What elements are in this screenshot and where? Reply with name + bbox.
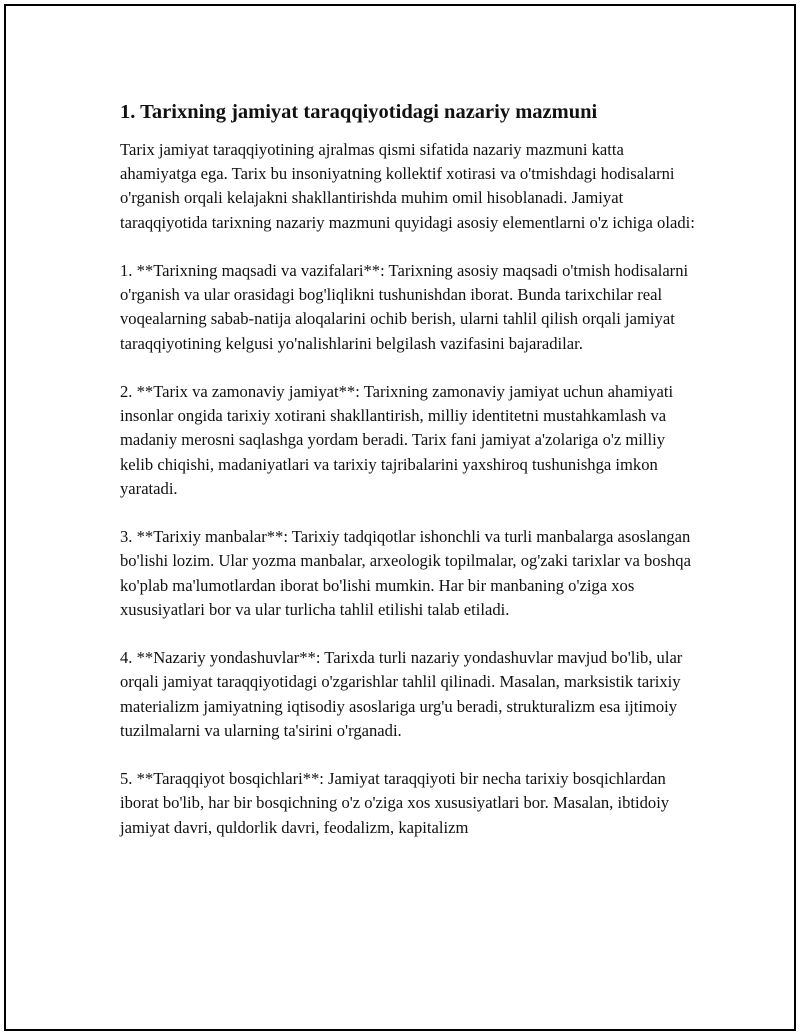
paragraph-intro: Tarix jamiyat taraqqiyotining ajralmas qismi sifatida nazariy mazmuni katta ahamiyatga ega. Tarix bu insoniyatning kollektif xotirasi va o'tmishdagi hodisalarni o'rganish orqali kelajakni shakllantirishda muhim omil hisoblanadi. Jamiyat taraqqiyotida tarixning nazariy mazmuni quyidagi asosiy elementlarni o'z ichiga oladi: bbox=[120, 140, 695, 232]
paragraph-item-4: 4. **Nazariy yondashuvlar**: Tarixda turli nazariy yondashuvlar mavjud bo'lib, ular orqali jamiyat taraqqiyotidagi o'zgarishlar tahlil qilinadi. Masalan, marksistik tarixiy materializm jamiyatning iqtisodiy asoslariga urg'u beradi, strukturalizm esa ijtimoiy tuzilmalarni va ularning ta'sirini o'rganadi. bbox=[120, 648, 683, 740]
document-page bbox=[4, 4, 796, 1031]
paragraph-item-5: 5. **Taraqqiyot bosqichlari**: Jamiyat taraqqiyoti bir necha tarixiy bosqichlardan iborat bo'lib, har bir bosqichning o'z o'ziga xos xususiyatlari bor. Masalan, ibtidoiy jamiyat davri, quldorlik davri, feodalizm, kapitalizm bbox=[120, 769, 670, 837]
paragraph-item-3: 3. **Tarixiy manbalar**: Tarixiy tadqiqotlar ishonchli va turli manbalarga asoslangan bo'lishi lozim. Ular yozma manbalar, arxeologik topilmalar, og'zaki tarixlar va boshqa ko'plab ma'lumotlardan iborat bo'lishi mumkin. Har bir manbaning o'ziga xos xususiyatlari bor va ular turlicha tahlil etilishi talab etiladi. bbox=[120, 527, 691, 619]
paragraph-item-2: 2. **Tarix va zamonaviy jamiyat**: Tarixning zamonaviy jamiyat uchun ahamiyati insonlar ongida tarixiy xotirani shakllantirish, milliy identitetni mustahkamlash va madaniy merosni saqlashga yordam beradi. Tarix fani jamiyat a'zolariga o'z milliy kelib chiqishi, madaniyatlari va tarixiy tajribalarini yaxshiroq tushunishga imkon yaratadi. bbox=[120, 382, 674, 498]
document-title: 1. Tarixning jamiyat taraqqiyotidagi nazariy mazmuni bbox=[120, 101, 598, 123]
document-content bbox=[120, 98, 695, 864]
paragraph-item-1: 1. **Tarixning maqsadi va vazifalari**: Tarixning asosiy maqsadi o'tmish hodisalarni o'rganish va ular orasidagi bog'liqlikni tushunishdan iborat. Bunda tarixchilar real voqealarning sabab-natija aloqalarini ochib berish, ularni tahlil qilish orqali jamiyat taraqqiyotining kelgusi yo'nalishlarini belgilash vazifasini bajaradilar. bbox=[120, 261, 689, 353]
